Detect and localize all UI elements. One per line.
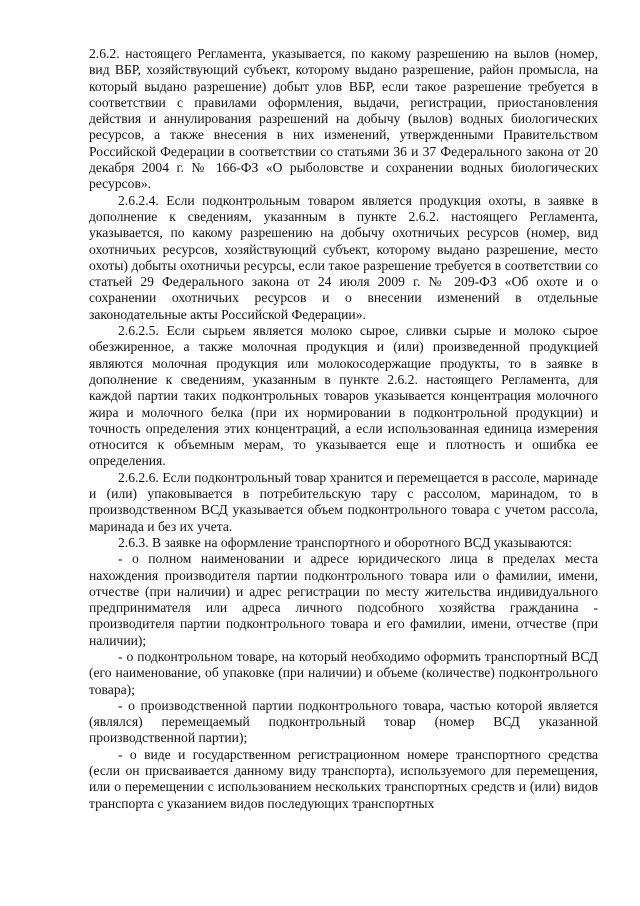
list-item-batch: - о производственной партии подконтрольного товара, частью которой является (являлся) перемещаемый подконтрольный товар (номер ВСД указанной производственной партии); [89,697,598,746]
list-item-transport: - о виде и государственном регистрационном номере транспортного средства (если он присваивается данному виду транспорта), используемого для перемещения, или о перемещении с использованием нескольких транспортных средств и (или) видов транспорта с указанием видов последующих транспортных [89,746,598,811]
paragraph-2-6-2-6: 2.6.2.6. Если подконтрольный товар хранится и перемещается в рассоле, маринаде и (или) упаковывается в потребительскую тару с рассолом, маринадом, то в производственном ВСД указывается объем подконтрольного товара с учетом рассола, маринада и без их учета. [89,469,598,534]
paragraph-2-6-2-4: 2.6.2.4. Если подконтрольным товаром является продукция охоты, в заявке в дополнение к сведениям, указанным в пункте 2.6.2. настоящего Регламента, указывается, по какому разрешению на добычу охотничьих ресурсов (номер, вид охотничьих ресурсов, хозяйствующий субъект, которому выдано разрешение, место охоты) добыты охотничьи ресурсы, если такое разрешение требуется в соответствии со статьей 29 Федерального закона от 24 июля 2009 г. № 209-ФЗ «Об охоте и о сохранении охотничьих ресурсов и о внесении изменений в отдельные законодательные акты Российской Федерации». [89,192,598,322]
paragraph-2-6-2-5: 2.6.2.5. Если сырьем является молоко сырое, сливки сырые и молоко сырое обезжиренное, а также молочная продукция и (или) произведенной продукцией являются молочная продукция или молокосодержащие продукты, то в заявке в дополнение к сведениям, указанным в пункте 2.6.2. настоящего Регламента, для каждой партии таких подконтрольных товаров указывается концентрация молочного жира и молочного белка (при их нормировании в подконтрольной продукции) и точность определения этих концентраций, а если использованная единица измерения относится к объемным мерам, то указывается еще и плотность и ошибка ее определения. [89,323,598,469]
paragraph-continuation: 2.6.2. настоящего Регламента, указывается, по какому разрешению на вылов (номер, вид ВБР, хозяйствующий субъект, которому выдано разрешение, район промысла, на который выдано разрешение) добыт улов ВБР, если такое разрешение требуется в соответствии с правилами оформления, выдачи, регистрации, приостановления действия и аннулирования разрешений на добычу (вылов) водных биологических ресурсов, а также внесения в них изменений, утвержденными Правительством Российской Федерации в соответствии со статьями 36 и 37 Федерального закона от 20 декабря 2004 г. № 166-ФЗ «О рыболовстве и сохранении водных биологических ресурсов». [89,46,598,192]
list-item-goods: - о подконтрольном товаре, на который необходимо оформить транспортный ВСД (его наименование, об упаковке (при наличии) и объеме (количестве) подконтрольного товара); [89,648,598,697]
paragraph-2-6-3: 2.6.3. В заявке на оформление транспортного и оборотного ВСД указываются: [118,534,573,550]
list-item-producer: - о полном наименовании и адресе юридического лица в пределах места нахождения производителя партии подконтрольного товара или о фамилии, имени, отчестве (при наличии) и адрес регистрации по месту жительства индивидуального предпринимателя или адреса личного подсобного хозяйства гражданина - производителя партии подконтрольного товара и его фамилии, имени, отчестве (при наличии); [89,551,598,648]
